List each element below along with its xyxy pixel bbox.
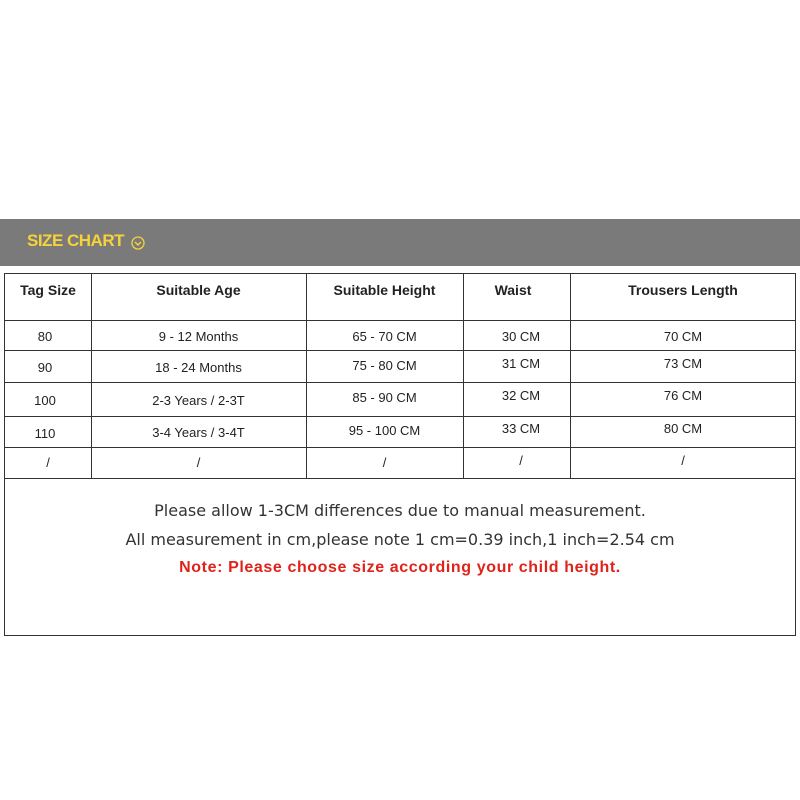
cell-suitable-height: 75 - 80 CM <box>352 358 417 373</box>
size-table <box>4 273 796 636</box>
cell-trousers-length: 70 CM <box>663 329 703 344</box>
col-divider <box>463 274 464 478</box>
cell-trousers-length: / <box>681 453 685 468</box>
cell-tag-size: 90 <box>37 360 53 375</box>
cell-suitable-age: 18 - 24 Months <box>155 360 242 375</box>
row-divider <box>5 416 795 417</box>
cell-suitable-age: / <box>196 455 201 470</box>
banner-title: SIZE CHART <box>27 231 124 250</box>
note-unit-conversion: All measurement in cm,please note 1 cm=0.39 inch,1 inch=2.54 cm <box>125 530 675 549</box>
cell-waist: 31 CM <box>501 356 541 371</box>
cell-suitable-height: 85 - 90 CM <box>352 390 417 405</box>
cell-suitable-age: 2-3 Years / 2-3T <box>152 393 245 408</box>
note-choose-size: Note: Please choose size according your child height. <box>179 559 621 576</box>
col-divider <box>306 274 307 478</box>
cell-tag-size: 100 <box>34 393 56 408</box>
cell-suitable-height: 95 - 100 CM <box>348 423 421 438</box>
header-suitable-age: Suitable Age <box>156 282 241 298</box>
col-divider <box>91 274 92 478</box>
cell-tag-size: / <box>46 455 50 470</box>
cell-tag-size: 110 <box>34 426 56 441</box>
header-trousers-length: Trousers Length <box>628 282 738 298</box>
cell-waist: 30 CM <box>501 329 541 344</box>
cell-waist: 33 CM <box>501 421 541 436</box>
note-measurement-allowance: Please allow 1-3CM differences due to manual measurement. <box>154 501 646 520</box>
cell-suitable-height: / <box>382 455 387 470</box>
size-chart-banner <box>0 219 800 266</box>
cell-trousers-length: 76 CM <box>663 388 703 403</box>
row-divider <box>5 382 795 383</box>
header-waist: Waist <box>494 282 532 298</box>
row-divider <box>5 350 795 351</box>
col-divider <box>570 274 571 478</box>
cell-waist: 32 CM <box>501 388 541 403</box>
cell-trousers-length: 80 CM <box>663 421 703 436</box>
row-divider <box>5 447 795 448</box>
row-divider <box>5 320 795 321</box>
row-divider <box>5 478 795 479</box>
cell-waist: / <box>519 453 523 468</box>
header-tag-size: Tag Size <box>20 282 76 298</box>
chevron-down-circle-icon <box>131 236 145 250</box>
cell-tag-size: 80 <box>37 329 53 344</box>
header-suitable-height: Suitable Height <box>333 282 436 298</box>
cell-suitable-height: 65 - 70 CM <box>352 329 417 344</box>
cell-trousers-length: 73 CM <box>663 356 703 371</box>
cell-suitable-age: 3-4 Years / 3-4T <box>152 425 245 440</box>
cell-suitable-age: 9 - 12 Months <box>158 329 239 344</box>
